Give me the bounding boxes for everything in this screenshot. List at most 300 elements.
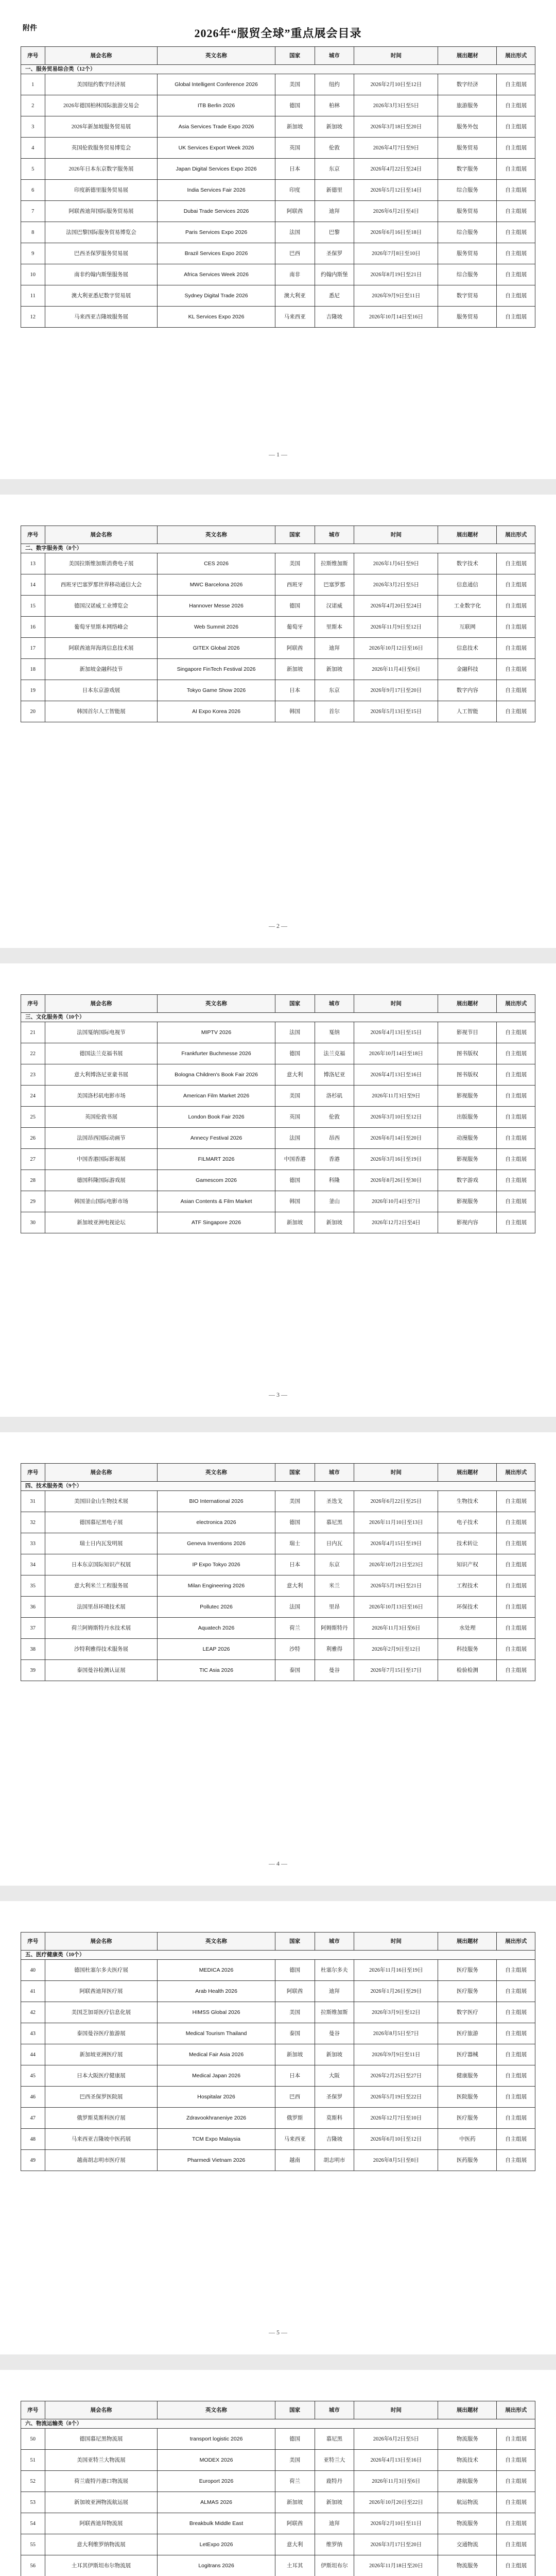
format-cell: 自主组展 [497, 680, 535, 701]
city-cell: 亚特兰大 [315, 2450, 354, 2471]
table-row [21, 201, 535, 222]
theme-cell: 医疗服务 [438, 1981, 497, 2002]
theme-cell: 环保技术 [438, 1597, 497, 1618]
country-cell: 意大利 [275, 2534, 315, 2555]
city-cell: 迪拜 [315, 201, 354, 222]
serial-cell: 52 [21, 2471, 45, 2492]
table-row [21, 1212, 535, 1233]
date-cell: 2026年2月25日至27日 [354, 2065, 438, 2087]
theme-cell: 数字服务 [438, 159, 497, 180]
column-header: 序号 [21, 1464, 45, 1482]
format-cell: 自主组展 [497, 2471, 535, 2492]
page-number: — 4 — [269, 1860, 287, 1867]
exhibition-table-page-4 [21, 1463, 535, 1681]
english-name-cell: Annecy Festival 2026 [158, 1128, 275, 1149]
category-row [21, 1013, 535, 1022]
serial-cell: 36 [21, 1597, 45, 1618]
theme-cell: 物流服务 [438, 2429, 497, 2450]
city-cell: 胡志明市 [315, 2150, 354, 2171]
column-header: 时间 [354, 2401, 438, 2419]
column-header: 展出形式 [497, 995, 535, 1013]
name-cell: 美国洛杉矶电影市场 [45, 1086, 158, 1107]
column-header: 英文名称 [158, 526, 275, 544]
serial-cell: 14 [21, 574, 45, 596]
serial-cell: 53 [21, 2492, 45, 2513]
column-header: 序号 [21, 47, 45, 65]
name-cell: 马来西亚吉隆坡服务展 [45, 307, 158, 328]
city-cell: 科隆 [315, 1170, 354, 1191]
country-cell: 意大利 [275, 1575, 315, 1597]
column-header: 城市 [315, 1933, 354, 1951]
serial-cell: 27 [21, 1149, 45, 1170]
country-cell: 马来西亚 [275, 2129, 315, 2150]
english-name-cell: Sydney Digital Trade 2026 [158, 285, 275, 307]
theme-cell: 服务贸易 [438, 307, 497, 328]
country-cell: 美国 [275, 2002, 315, 2023]
country-cell: 日本 [275, 2065, 315, 2087]
format-cell: 自主组展 [497, 1554, 535, 1575]
country-cell: 德国 [275, 2429, 315, 2450]
name-cell: 德国慕尼黑电子展 [45, 1512, 158, 1533]
table-row [21, 2450, 535, 2471]
english-name-cell: GITEX Global 2026 [158, 638, 275, 659]
format-cell: 自主组展 [497, 1660, 535, 1681]
page-number: — 5 — [269, 2329, 287, 2336]
date-cell: 2026年10月20日至22日 [354, 2492, 438, 2513]
serial-cell: 9 [21, 243, 45, 264]
table-row [21, 1022, 535, 1043]
format-cell: 自主组展 [497, 2044, 535, 2065]
name-cell: 荷兰阿姆斯特丹水技术展 [45, 1618, 158, 1639]
category-label: 三、文化服务类（10个） [21, 1013, 535, 1022]
date-cell: 2026年10月14日至16日 [354, 307, 438, 328]
date-cell: 2026年10月13日至16日 [354, 1597, 438, 1618]
city-cell: 圣保罗 [315, 2087, 354, 2108]
country-cell: 泰国 [275, 2023, 315, 2044]
city-cell: 纽约 [315, 74, 354, 95]
country-cell: 瑞士 [275, 1533, 315, 1554]
column-header: 序号 [21, 1933, 45, 1951]
name-cell: 中国香港国际影视展 [45, 1149, 158, 1170]
format-cell: 自主组展 [497, 2002, 535, 2023]
table-row [21, 1618, 535, 1639]
serial-cell: 24 [21, 1086, 45, 1107]
name-cell: 美国纽约数字经济展 [45, 74, 158, 95]
date-cell: 2026年2月10日至11日 [354, 2513, 438, 2534]
theme-cell: 医疗服务 [438, 1960, 497, 1981]
theme-cell: 医疗旅游 [438, 2023, 497, 2044]
date-cell: 2026年10月4日至7日 [354, 1191, 438, 1212]
city-cell: 里斯本 [315, 617, 354, 638]
theme-cell: 互联网 [438, 617, 497, 638]
name-cell: 法国里昂环境技术展 [45, 1597, 158, 1618]
country-cell: 印度 [275, 180, 315, 201]
city-cell: 香港 [315, 1149, 354, 1170]
serial-cell: 38 [21, 1639, 45, 1660]
table-row [21, 1533, 535, 1554]
city-cell: 吉隆坡 [315, 2129, 354, 2150]
country-cell: 土耳其 [275, 2555, 315, 2576]
serial-cell: 17 [21, 638, 45, 659]
country-cell: 日本 [275, 1554, 315, 1575]
table-row [21, 95, 535, 116]
country-cell: 荷兰 [275, 2471, 315, 2492]
format-cell: 自主组展 [497, 201, 535, 222]
format-cell: 自主组展 [497, 1043, 535, 1064]
name-cell: 西班牙巴塞罗那世界移动通信大会 [45, 574, 158, 596]
page-6 [0, 2370, 556, 2576]
theme-cell: 航运物流 [438, 2492, 497, 2513]
column-header: 英文名称 [158, 47, 275, 65]
table-row [21, 285, 535, 307]
english-name-cell: Milan Engineering 2026 [158, 1575, 275, 1597]
date-cell: 2026年2月10日至12日 [354, 74, 438, 95]
city-cell: 利雅得 [315, 1639, 354, 1660]
serial-cell: 2 [21, 95, 45, 116]
name-cell: 荷兰鹿特丹港口物流展 [45, 2471, 158, 2492]
category-row [21, 544, 535, 553]
country-cell: 阿联酋 [275, 2513, 315, 2534]
date-cell: 2026年5月12日至14日 [354, 180, 438, 201]
table-row [21, 138, 535, 159]
table-row [21, 2150, 535, 2171]
date-cell: 2026年8月26日至30日 [354, 1170, 438, 1191]
table-row [21, 2513, 535, 2534]
serial-cell: 18 [21, 659, 45, 680]
category-label: 四、技术服务类（9个） [21, 1482, 535, 1491]
name-cell: 韩国釜山国际电影市场 [45, 1191, 158, 1212]
serial-cell: 5 [21, 159, 45, 180]
table-row [21, 1149, 535, 1170]
name-cell: 新加坡亚洲物流航运展 [45, 2492, 158, 2513]
english-name-cell: IP Expo Tokyo 2026 [158, 1554, 275, 1575]
serial-cell: 11 [21, 285, 45, 307]
column-header: 展出题材 [438, 995, 497, 1013]
page-number: — 1 — [269, 451, 287, 458]
column-header: 展出题材 [438, 47, 497, 65]
format-cell: 自主组展 [497, 701, 535, 722]
english-name-cell: Africa Services Week 2026 [158, 264, 275, 285]
english-name-cell: Aquatech 2026 [158, 1618, 275, 1639]
date-cell: 2026年11月16日至19日 [354, 1960, 438, 1981]
table-row [21, 1107, 535, 1128]
serial-cell: 19 [21, 680, 45, 701]
theme-cell: 影视服务 [438, 1149, 497, 1170]
theme-cell: 电子技术 [438, 1512, 497, 1533]
name-cell: 巴西圣保罗医院展 [45, 2087, 158, 2108]
english-name-cell: LetExpo 2026 [158, 2534, 275, 2555]
theme-cell: 技术转让 [438, 1533, 497, 1554]
header-row [21, 1464, 535, 1482]
city-cell: 曼谷 [315, 2023, 354, 2044]
city-cell: 博洛尼亚 [315, 1064, 354, 1086]
theme-cell: 生物技术 [438, 1491, 497, 1512]
date-cell: 2026年3月16日至19日 [354, 1149, 438, 1170]
city-cell: 慕尼黑 [315, 1512, 354, 1533]
table-row [21, 1960, 535, 1981]
english-name-cell: transport logistic 2026 [158, 2429, 275, 2450]
date-cell: 2026年8月19日至21日 [354, 264, 438, 285]
format-cell: 自主组展 [497, 138, 535, 159]
date-cell: 2026年7月8日至10日 [354, 243, 438, 264]
table-row [21, 2492, 535, 2513]
format-cell: 自主组展 [497, 1533, 535, 1554]
country-cell: 阿联酋 [275, 201, 315, 222]
page-number: — 3 — [269, 1391, 287, 1398]
name-cell: 英国伦敦服务贸易博览会 [45, 138, 158, 159]
name-cell: 澳大利亚悉尼数字贸易展 [45, 285, 158, 307]
english-name-cell: Frankfurter Buchmesse 2026 [158, 1043, 275, 1064]
city-cell: 吉隆坡 [315, 307, 354, 328]
name-cell: 意大利博洛尼亚童书展 [45, 1064, 158, 1086]
theme-cell: 物流服务 [438, 2555, 497, 2576]
format-cell: 自主组展 [497, 1597, 535, 1618]
date-cell: 2026年4月13日至16日 [354, 1064, 438, 1086]
theme-cell: 工程技术 [438, 1575, 497, 1597]
city-cell: 圣迭戈 [315, 1491, 354, 1512]
table-row [21, 307, 535, 328]
serial-cell: 16 [21, 617, 45, 638]
date-cell: 2026年3月10日至12日 [354, 1107, 438, 1128]
column-header: 展会名称 [45, 47, 158, 65]
table-row [21, 2471, 535, 2492]
theme-cell: 中医药 [438, 2129, 497, 2150]
column-header: 展出题材 [438, 1933, 497, 1951]
date-cell: 2026年11月10日至13日 [354, 1512, 438, 1533]
city-cell: 新加坡 [315, 1212, 354, 1233]
format-cell: 自主组展 [497, 2150, 535, 2171]
english-name-cell: Gamescom 2026 [158, 1170, 275, 1191]
column-header: 展出形式 [497, 526, 535, 544]
country-cell: 马来西亚 [275, 307, 315, 328]
city-cell: 米兰 [315, 1575, 354, 1597]
format-cell: 自主组展 [497, 2108, 535, 2129]
column-header: 展会名称 [45, 526, 158, 544]
serial-cell: 47 [21, 2108, 45, 2129]
table-row [21, 2087, 535, 2108]
name-cell: 新加坡亚洲医疗展 [45, 2044, 158, 2065]
city-cell: 新加坡 [315, 659, 354, 680]
page-1 [0, 0, 556, 479]
format-cell: 自主组展 [497, 2129, 535, 2150]
format-cell: 自主组展 [497, 596, 535, 617]
serial-cell: 42 [21, 2002, 45, 2023]
city-cell: 昂西 [315, 1128, 354, 1149]
theme-cell: 数字医疗 [438, 2002, 497, 2023]
country-cell: 德国 [275, 1170, 315, 1191]
theme-cell: 旅游服务 [438, 95, 497, 116]
format-cell: 自主组展 [497, 1064, 535, 1086]
city-cell: 汉诺威 [315, 596, 354, 617]
theme-cell: 医疗器械 [438, 2044, 497, 2065]
english-name-cell: CES 2026 [158, 553, 275, 574]
column-header: 城市 [315, 47, 354, 65]
format-cell: 自主组展 [497, 553, 535, 574]
city-cell: 拉斯维加斯 [315, 553, 354, 574]
format-cell: 自主组展 [497, 2492, 535, 2513]
english-name-cell: Hospitalar 2026 [158, 2087, 275, 2108]
date-cell: 2026年8月5日至7日 [354, 2023, 438, 2044]
name-cell: 法国巴黎国际服务贸易博览会 [45, 222, 158, 243]
table-row [21, 180, 535, 201]
country-cell: 德国 [275, 95, 315, 116]
table-row [21, 617, 535, 638]
city-cell: 圣保罗 [315, 243, 354, 264]
name-cell: 英国伦敦书展 [45, 1107, 158, 1128]
serial-cell: 26 [21, 1128, 45, 1149]
serial-cell: 4 [21, 138, 45, 159]
theme-cell: 影视服务 [438, 1191, 497, 1212]
table-row [21, 2044, 535, 2065]
format-cell: 自主组展 [497, 159, 535, 180]
country-cell: 韩国 [275, 701, 315, 722]
english-name-cell: LEAP 2026 [158, 1639, 275, 1660]
english-name-cell: Bologna Children's Book Fair 2026 [158, 1064, 275, 1086]
table-row [21, 596, 535, 617]
country-cell: 美国 [275, 74, 315, 95]
date-cell: 2026年3月18日至20日 [354, 116, 438, 138]
date-cell: 2026年9月9日至11日 [354, 285, 438, 307]
table-row [21, 2129, 535, 2150]
date-cell: 2026年6月2日至5日 [354, 2429, 438, 2450]
format-cell: 自主组展 [497, 2023, 535, 2044]
format-cell: 自主组展 [497, 1212, 535, 1233]
name-cell: 俄罗斯莫斯科医疗展 [45, 2108, 158, 2129]
column-header: 展出题材 [438, 1464, 497, 1482]
name-cell: 德国汉诺威工业博览会 [45, 596, 158, 617]
country-cell: 新加坡 [275, 1212, 315, 1233]
city-cell: 阿姆斯特丹 [315, 1618, 354, 1639]
table-row [21, 1128, 535, 1149]
city-cell: 鹿特丹 [315, 2471, 354, 2492]
column-header: 英文名称 [158, 1933, 275, 1951]
serial-cell: 56 [21, 2555, 45, 2576]
english-name-cell: American Film Market 2026 [158, 1086, 275, 1107]
column-header: 国家 [275, 47, 315, 65]
theme-cell: 信息通信 [438, 574, 497, 596]
name-cell: 德国科隆国际游戏展 [45, 1170, 158, 1191]
format-cell: 自主组展 [497, 1086, 535, 1107]
theme-cell: 综合服务 [438, 264, 497, 285]
theme-cell: 服务外包 [438, 116, 497, 138]
table-row [21, 74, 535, 95]
column-header: 展会名称 [45, 1933, 158, 1951]
country-cell: 法国 [275, 222, 315, 243]
date-cell: 2026年10月14日至18日 [354, 1043, 438, 1064]
date-cell: 2026年3月9日至12日 [354, 2002, 438, 2023]
name-cell: 阿联酋迪拜国际服务贸易展 [45, 201, 158, 222]
date-cell: 2026年4月15日至19日 [354, 1533, 438, 1554]
theme-cell: 数字贸易 [438, 285, 497, 307]
category-label: 六、物流运输类（8个） [21, 2419, 535, 2429]
date-cell: 2026年3月17日至20日 [354, 2534, 438, 2555]
date-cell: 2026年6月14日至20日 [354, 1128, 438, 1149]
date-cell: 2026年5月19日至22日 [354, 2087, 438, 2108]
english-name-cell: Arab Health 2026 [158, 1981, 275, 2002]
serial-cell: 48 [21, 2129, 45, 2150]
city-cell: 釜山 [315, 1191, 354, 1212]
page-5 [0, 1901, 556, 2354]
serial-cell: 43 [21, 2023, 45, 2044]
country-cell: 法国 [275, 1022, 315, 1043]
country-cell: 韩国 [275, 1191, 315, 1212]
city-cell: 东京 [315, 1554, 354, 1575]
date-cell: 2026年6月16日至18日 [354, 222, 438, 243]
city-cell: 日内瓦 [315, 1533, 354, 1554]
city-cell: 约翰内斯堡 [315, 264, 354, 285]
serial-cell: 41 [21, 1981, 45, 2002]
name-cell: 德国杜塞尔多夫医疗展 [45, 1960, 158, 1981]
exhibition-table-page-3 [21, 994, 535, 1233]
english-name-cell: Geneva Inventions 2026 [158, 1533, 275, 1554]
format-cell: 自主组展 [497, 617, 535, 638]
date-cell: 2026年2月9日至12日 [354, 1639, 438, 1660]
table-row [21, 2002, 535, 2023]
theme-cell: 知识产权 [438, 1554, 497, 1575]
english-name-cell: KL Services Expo 2026 [158, 307, 275, 328]
name-cell: 巴西圣保罗服务贸易展 [45, 243, 158, 264]
column-header: 展出形式 [497, 1464, 535, 1482]
serial-cell: 1 [21, 74, 45, 95]
serial-cell: 34 [21, 1554, 45, 1575]
column-header: 展出题材 [438, 2401, 497, 2419]
english-name-cell: electronica 2026 [158, 1512, 275, 1533]
city-cell: 拉斯维加斯 [315, 2002, 354, 2023]
english-name-cell: UK Services Export Week 2026 [158, 138, 275, 159]
serial-cell: 20 [21, 701, 45, 722]
english-name-cell: India Services Fair 2026 [158, 180, 275, 201]
format-cell: 自主组展 [497, 1491, 535, 1512]
page-4 [0, 1432, 556, 1886]
country-cell: 新加坡 [275, 2044, 315, 2065]
serial-cell: 35 [21, 1575, 45, 1597]
table-row [21, 2065, 535, 2087]
city-cell: 伦敦 [315, 138, 354, 159]
theme-cell: 人工智能 [438, 701, 497, 722]
country-cell: 巴西 [275, 243, 315, 264]
date-cell: 2026年1月26日至29日 [354, 1981, 438, 2002]
english-name-cell: BIO International 2026 [158, 1491, 275, 1512]
format-cell: 自主组展 [497, 2513, 535, 2534]
column-header: 序号 [21, 995, 45, 1013]
theme-cell: 信息技术 [438, 638, 497, 659]
country-cell: 日本 [275, 159, 315, 180]
category-label: 二、数字服务类（8个） [21, 544, 535, 553]
format-cell: 自主组展 [497, 180, 535, 201]
city-cell: 迪拜 [315, 1981, 354, 2002]
name-cell: 法国戛纳国际电视节 [45, 1022, 158, 1043]
theme-cell: 健康服务 [438, 2065, 497, 2087]
theme-cell: 图书版权 [438, 1064, 497, 1086]
format-cell: 自主组展 [497, 285, 535, 307]
serial-cell: 40 [21, 1960, 45, 1981]
name-cell: 日本东京游戏展 [45, 680, 158, 701]
format-cell: 自主组展 [497, 1618, 535, 1639]
name-cell: 日本大阪医疗健康展 [45, 2065, 158, 2087]
theme-cell: 出版服务 [438, 1107, 497, 1128]
country-cell: 越南 [275, 2150, 315, 2171]
column-header: 国家 [275, 526, 315, 544]
serial-cell: 45 [21, 2065, 45, 2087]
name-cell: 瑞士日内瓦发明展 [45, 1533, 158, 1554]
date-cell: 2026年9月9日至11日 [354, 2044, 438, 2065]
english-name-cell: Breakbulk Middle East [158, 2513, 275, 2534]
country-cell: 泰国 [275, 1660, 315, 1681]
city-cell: 东京 [315, 159, 354, 180]
name-cell: 葡萄牙里斯本网络峰会 [45, 617, 158, 638]
exhibition-table-page-5 [21, 1932, 535, 2171]
attachment-label: 附件 [23, 25, 37, 32]
